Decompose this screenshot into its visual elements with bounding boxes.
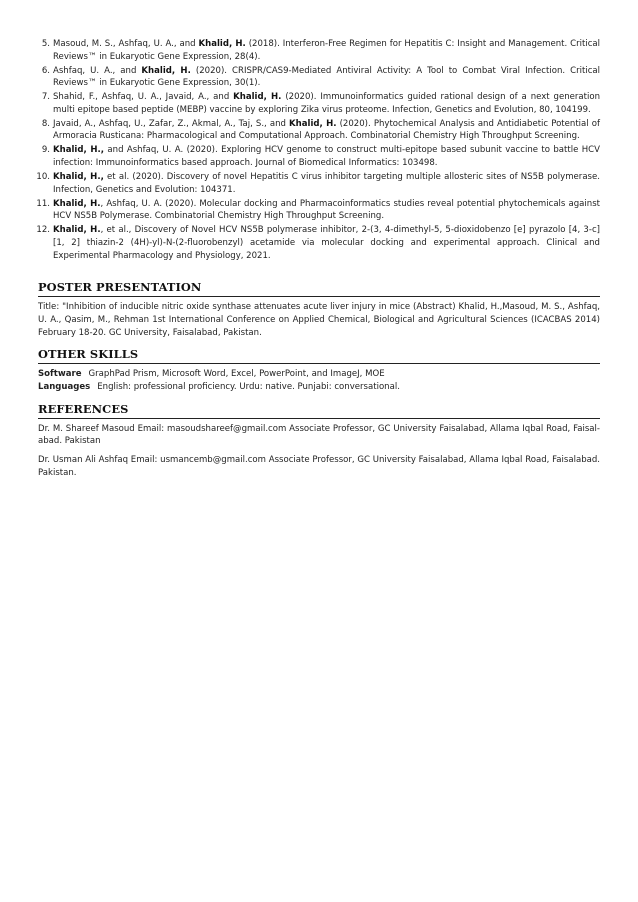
skills-row-software: Software GraphPad Prism, Microsoft Word, Excel, PowerPoint, and ImageJ, MOE: [38, 368, 385, 379]
poster-section-title: POSTER PRESENTATION: [38, 280, 600, 297]
poster-text: Title: "Inhibition of inducible nitric oxide synthase attenuates acute liver injury in mice (Abstract) Khalid, H.,Masoud, M. S., Ashfaq, U. A., Qasim, M., Rehman 1st International Conference on Applied Chemical, Biological and Agricultural Sciences (ICACBAS 2014) February 18-20. GC University, Faisalabad, Pakistan.: [38, 302, 600, 338]
skills-section-title: OTHER SKILLS: [38, 347, 600, 364]
skills-row-languages: Languages English: professional proficiency. Urdu: native. Punjabi: conversational.: [38, 381, 400, 392]
publication-item: 6. Ashfaq, U. A., and Khalid, H. (2020). CRISPR/CAS9-Mediated Antiviral Activity: A Tool to Combat Viral Infection. Critical Reviews™ in Eukaryotic Gene Expression, 30(1).: [41, 65, 600, 89]
publication-item: 5. Masoud, M. S., Ashfaq, U. A., and Khalid, H. (2018). Interferon-Free Regimen for Hepatitis C: Insight and Management. Critical Reviews™ in Eukaryotic Gene Expression, 28(4).: [41, 39, 601, 62]
references-section-title: REFERENCES: [38, 402, 600, 419]
resume-page: [38, 38, 600, 479]
publication-list: [38, 38, 600, 262]
reference-item: Dr. Usman Ali Ashfaq Email: usmancemb@gmail.com Associate Professor, GC University Faisalabad, Allama Iqbal Road, Faisalabad. Pakistan.: [38, 454, 600, 478]
publication-item: 7. Shahid, F., Ashfaq, U. A., Javaid, A., and Khalid, H. (2020). Immunoinformatics guided rational design of a next generation multi epitope based peptide (MEBP) vaccine by exploring Zika virus proteome. Infection, Genetics and Evolution, 80, 104199.: [41, 92, 601, 115]
reference-item: Dr. M. Shareef Masoud Email: masoudshareef@gmail.com Associate Professor, GC University Faisalabad, Allama Iqbal Road, Faisal-abad. Pakistan: [38, 423, 600, 447]
publication-item: 12. Khalid, H., et al., Discovery of Novel HCV NS5B polymerase inhibitor, 2-(3, 4-dimethyl-5, 5-dioxidobenzo [e] pyrazolo [4, 3-c][1, 2] thiazin-2 (4H)-yl)-N-(2-fluorobenzyl) acetamide via molecular docking and experimental approach. Clinical and Experimental Pharmacology and Physiology, 2021.: [36, 225, 600, 261]
publication-item: 9. Khalid, H., and Ashfaq, U. A. (2020). Exploring HCV genome to construct multi-epitope based subunit vaccine to battle HCV infection: Immunoinformatics based approach. Journal of Biomedical Informatics: 103498.: [41, 145, 600, 169]
publication-item: 11. Khalid, H., Ashfaq, U. A. (2020). Molecular docking and Pharmacoinformatics studies reveal potential phytochemicals against HCV NS5B Polymerase. Combinatorial Chemistry High Throughput Screening.: [36, 198, 600, 222]
publication-item: 8. Javaid, A., Ashfaq, U., Zafar, Z., Akmal, A., Taj, S., and Khalid, H. (2020). Phytochemical Analysis and Antidiabetic Potential of Armoracia Rusticana: Pharmacological and Computational Approach. Combinatorial Chemistry High Throughput Screening.: [41, 118, 600, 142]
publication-item: 10. Khalid, H., et al. (2020). Discovery of novel Hepatitis C virus inhibitor targeting multiple allosteric sites of NS5B polymerase. Infection, Genetics and Evolution: 104371.: [36, 171, 600, 195]
